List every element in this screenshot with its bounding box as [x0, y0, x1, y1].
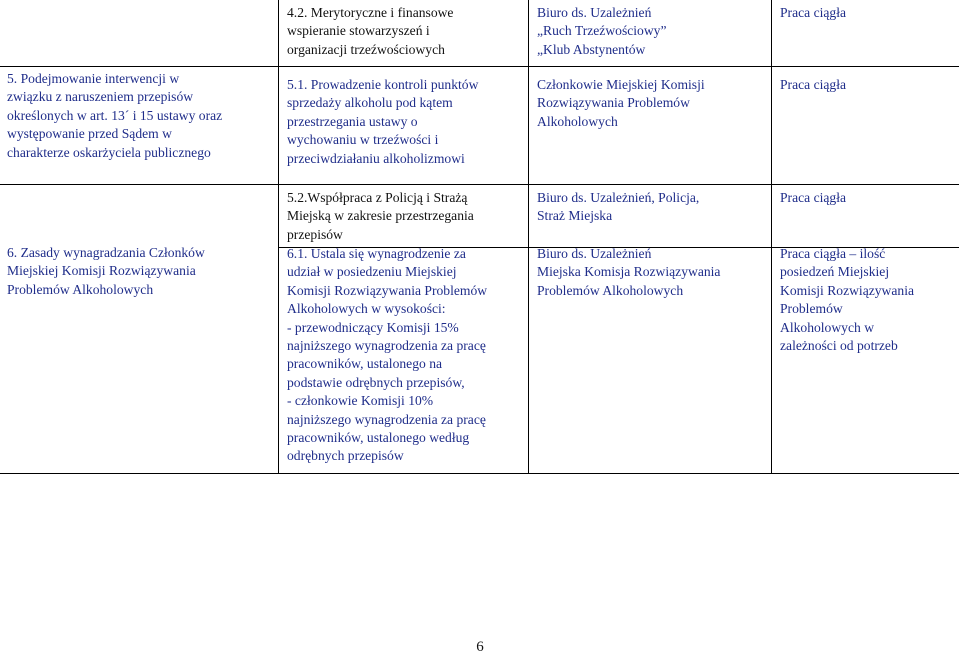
- page-number: 6: [476, 639, 484, 655]
- deadline-5-2-text: Praca ciągła: [780, 190, 847, 205]
- task-4-2-text: 4.2. Merytoryczne i finansowe wspieranie stowarzyszeń i organizacji trzeźwościowych: [287, 5, 454, 57]
- task-6-1-text: 6.1. Ustala się wynagrodzenie za udział w posiedzeniu Miejskiej Komisji Rozwiązywania Problemów Alkoholowych w wysokości: - przewodniczący Komisji 15% najniższego wynagrodzenia za pracę pracowników, ustalonego na podstawie odrębnych przepisów, - członkowie Komisji 10% najniższego wynagrodzenia za pracę pracowników, ustalonego według odrębnych przepisów: [287, 246, 488, 464]
- column-divider-3: [771, 0, 772, 474]
- row-divider-table-bottom: [0, 473, 959, 474]
- executor-4-2-text: Biuro ds. Uzależnień „Ruch Trzeźwościowy” „Klub Abstynentów: [537, 5, 667, 57]
- deadline-4-2-text: Praca ciągła: [780, 5, 847, 20]
- row-divider-row5-bottom: [0, 184, 959, 185]
- row-divider-top-continued-bottom: [0, 66, 959, 67]
- executor-6-1-text: Biuro ds. Uzależnień Miejska Komisja Rozwiązywania Problemów Alkoholowych: [537, 246, 721, 298]
- task-5-1-text: 5.1. Prowadzenie kontroli punktów sprzedaży alkoholu pod kątem przestrzegania ustawy o wychowaniu w trzeźwości i przeciwdziałaniu alkoholizmowi: [287, 77, 479, 166]
- task-5-2-text: 5.2.Współpraca z Policją i Strażą Miejską w zakresie przestrzegania przepisów: [287, 190, 474, 242]
- area-6-text: 6. Zasady wynagradzania Członków Miejskiej Komisji Rozwiązywania Problemów Alkoholowych: [7, 245, 205, 297]
- area-5-text: 5. Podejmowanie interwencji w związku z naruszeniem przepisów określonych w art. 13´ i 15 ustawy oraz występowanie przed Sądem w charakterze oskarżyciela publicznego: [7, 71, 223, 160]
- executor-5-1-text: Członkowie Miejskiej Komisji Rozwiązywania Problemów Alkoholowych: [537, 77, 705, 129]
- column-divider-1: [278, 0, 279, 474]
- deadline-5-1-text: Praca ciągła: [780, 77, 847, 92]
- executor-5-2-text: Biuro ds. Uzależnień, Policja, Straż Miejska: [537, 190, 700, 224]
- deadline-6-1-text: Praca ciągła – ilość posiedzeń Miejskiej Komisji Rozwiązywania Problemów Alkoholowych w zależności od potrzeb: [780, 246, 915, 354]
- column-divider-2: [528, 0, 529, 474]
